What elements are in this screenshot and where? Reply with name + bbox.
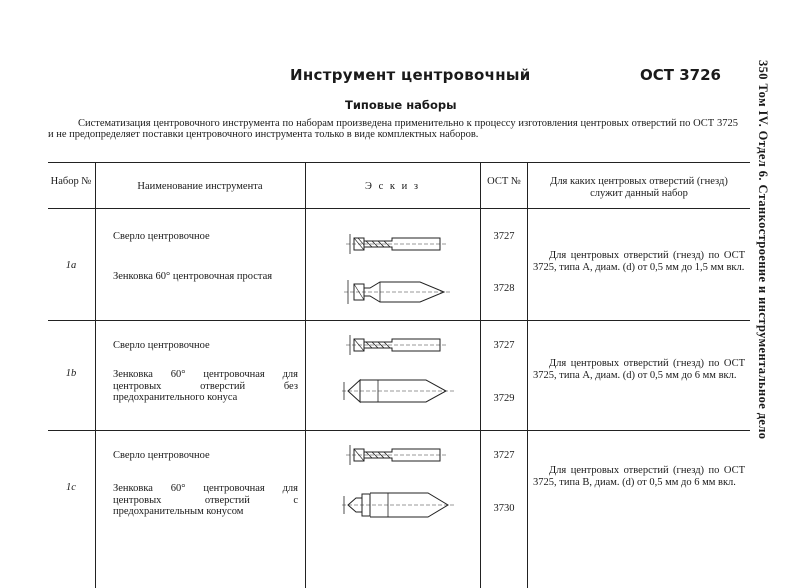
row-purpose: Для центровых отверстий (гнезд) по ОСТ 3725, типа В, диам. (d) от 0,5 мм до 6 мм вкл. <box>533 465 745 488</box>
standard-code: ОСТ 3726 <box>640 66 721 84</box>
side-running-title: 350 Том IV. Отдел 6. Станкостроение и инструментальное дело <box>756 60 770 440</box>
row-set-number: 1b <box>65 368 77 379</box>
section-subtitle: Типовые наборы <box>345 98 457 112</box>
row-tool-name: Зенковка 60° центровочная для центровых отверстий без предохранительного конуса <box>113 369 298 403</box>
row-purpose: Для центровых отверстий (гнезд) по ОСТ 3725, типа А, диам. (d) от 0,5 мм до 1,5 мм вкл. <box>533 250 745 273</box>
side-margin <box>750 60 780 540</box>
row-ost-number: 3728 <box>493 283 515 294</box>
column-divider <box>305 162 306 588</box>
center-drill-sketch <box>340 333 450 357</box>
center-drill-sketch <box>340 232 450 256</box>
column-divider <box>95 162 96 588</box>
table-row-rule <box>48 430 750 431</box>
table-top-rule <box>48 162 750 163</box>
header-sketch: Э с к и з <box>365 181 420 192</box>
row-ost-number: 3730 <box>493 503 515 514</box>
header-name: Наименование инструмента <box>137 181 263 192</box>
center-drill-sketch <box>340 443 450 467</box>
row-tool-name: Зенковка 60° центровочная простая <box>113 271 273 282</box>
row-ost-number: 3727 <box>493 340 515 351</box>
document-title: Инструмент центровочный <box>290 66 531 84</box>
row-tool-name: Сверло центровочное <box>113 340 210 351</box>
row-tool-name: Сверло центровочное <box>113 450 210 461</box>
row-tool-name: Зенковка 60° центровочная для центровых отверстий с предохранительным конусом <box>113 483 298 517</box>
row-set-number: 1a <box>65 260 77 271</box>
countersink-sketch <box>340 278 455 306</box>
table-header-rule <box>48 208 750 209</box>
intro-paragraph: Систематизация центровочного инструмента по наборам произведена применительно к процессу изготовления центровых отверстий по ОСТ 3725 и не предопределяет поставки центровочного инструмента только в виде комплектных наборов. <box>48 118 738 140</box>
row-tool-name: Сверло центровочное <box>113 231 210 242</box>
table-row-rule <box>48 320 750 321</box>
countersink-sketch <box>338 376 458 406</box>
column-divider <box>480 162 481 588</box>
row-ost-number: 3729 <box>493 393 515 404</box>
countersink-sketch <box>338 488 460 522</box>
header-set: Набор № <box>50 176 92 187</box>
row-set-number: 1c <box>66 482 76 493</box>
row-purpose: Для центровых отверстий (гнезд) по ОСТ 3725, типа А, диам. (d) от 0,5 мм до 6 мм вкл. <box>533 358 745 381</box>
header-ost: ОСТ № <box>487 176 521 187</box>
column-divider <box>527 162 528 588</box>
row-ost-number: 3727 <box>493 231 515 242</box>
header-purpose: Для каких центровых отверстий (гнезд) служит данный набор <box>550 176 728 199</box>
row-ost-number: 3727 <box>493 450 515 461</box>
